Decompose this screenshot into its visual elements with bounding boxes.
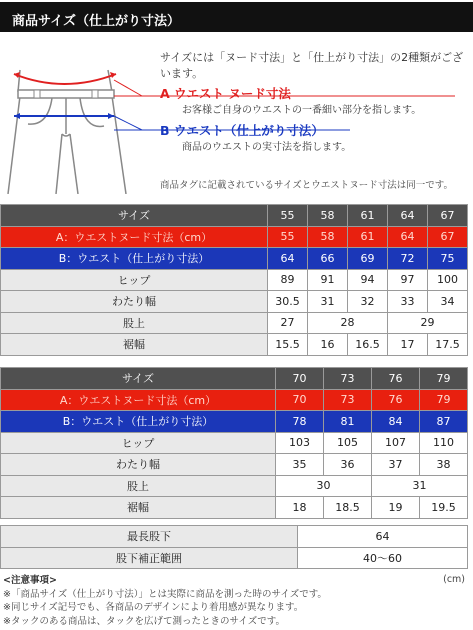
table-row bbox=[1, 312, 468, 334]
row-label: B：ウエスト（仕上がり寸法） bbox=[1, 411, 276, 433]
table-cell: 16.5 bbox=[348, 334, 388, 356]
table-cell: 18.5 bbox=[324, 497, 372, 519]
table-cell: 105 bbox=[324, 432, 372, 454]
table-cell: 94 bbox=[348, 269, 388, 291]
table-row bbox=[1, 269, 468, 291]
table-cell: 87 bbox=[420, 411, 468, 433]
table-row bbox=[1, 454, 468, 476]
page-title: 商品サイズ（仕上がり寸法） bbox=[0, 2, 473, 32]
note-line: ※同じサイズ記号でも、各商品のデザインにより着用感が異なります。 bbox=[3, 602, 304, 613]
table-cell: 72 bbox=[388, 248, 428, 270]
row-label: わたり幅 bbox=[1, 454, 276, 476]
row-label: 股上 bbox=[1, 475, 276, 497]
size-table-1 bbox=[0, 204, 468, 356]
table-cell: 34 bbox=[428, 291, 468, 313]
table-row bbox=[1, 547, 468, 569]
row-label: A：ウエストヌード寸法（cm） bbox=[1, 226, 268, 248]
table-cell: 29 bbox=[388, 312, 468, 334]
table-cell: 30.5 bbox=[268, 291, 308, 313]
table-cell: 64 bbox=[388, 205, 428, 227]
row-label: わたり幅 bbox=[1, 291, 268, 313]
table-cell: 16 bbox=[308, 334, 348, 356]
table-cell: 32 bbox=[348, 291, 388, 313]
table-cell: 107 bbox=[372, 432, 420, 454]
table-cell: 67 bbox=[428, 226, 468, 248]
size-intro-text: サイズには「ヌード寸法」と「仕上がり寸法」の2種類がございます。 bbox=[160, 51, 464, 80]
table-cell: 30 bbox=[276, 475, 372, 497]
row-label: 裾幅 bbox=[1, 334, 268, 356]
table-cell: 55 bbox=[268, 226, 308, 248]
table-row bbox=[1, 248, 468, 270]
table-cell: 19.5 bbox=[420, 497, 468, 519]
table-cell: 58 bbox=[308, 226, 348, 248]
tag-note: 商品タグに記載されているサイズとウエストヌード寸法は同一です。 bbox=[160, 180, 453, 191]
row-label: 裾幅 bbox=[1, 497, 276, 519]
row-label: 最長股下 bbox=[1, 526, 298, 548]
table-cell: 64 bbox=[298, 526, 468, 548]
row-label: ヒップ bbox=[1, 432, 276, 454]
table-cell: 81 bbox=[324, 411, 372, 433]
table-cell: 37 bbox=[372, 454, 420, 476]
table-cell: 76 bbox=[372, 389, 420, 411]
table-cell: 27 bbox=[268, 312, 308, 334]
table-row bbox=[1, 389, 468, 411]
table-row bbox=[1, 291, 468, 313]
table-cell: 35 bbox=[276, 454, 324, 476]
table-cell: 33 bbox=[388, 291, 428, 313]
table-cell: 73 bbox=[324, 389, 372, 411]
table-cell: 75 bbox=[428, 248, 468, 270]
table-cell: 28 bbox=[308, 312, 388, 334]
table-cell: 76 bbox=[372, 368, 420, 390]
table-cell: 15.5 bbox=[268, 334, 308, 356]
table-cell: 55 bbox=[268, 205, 308, 227]
table-cell: 64 bbox=[388, 226, 428, 248]
table-row bbox=[1, 497, 468, 519]
table-cell: 18 bbox=[276, 497, 324, 519]
row-label: サイズ bbox=[1, 205, 268, 227]
row-label: 股下補正範囲 bbox=[1, 547, 298, 569]
table-cell: 61 bbox=[348, 226, 388, 248]
table-row bbox=[1, 226, 468, 248]
table-row bbox=[1, 526, 468, 548]
row-label: サイズ bbox=[1, 368, 276, 390]
table-cell: 31 bbox=[372, 475, 468, 497]
table-cell: 31 bbox=[308, 291, 348, 313]
table-cell: 78 bbox=[276, 411, 324, 433]
waist-finished-desc: 商品のウエストの実寸法を指します。 bbox=[182, 142, 352, 153]
table-cell: 110 bbox=[420, 432, 468, 454]
table-cell: 61 bbox=[348, 205, 388, 227]
table-cell: 36 bbox=[324, 454, 372, 476]
waist-nude-desc: お客様ご自身のウエストの一番細い部分を指します。 bbox=[182, 105, 422, 116]
table-cell: 40〜60 bbox=[298, 547, 468, 569]
note-line: ※タックのある商品は、タックを広げて測ったときのサイズです。 bbox=[3, 615, 285, 627]
table-row bbox=[1, 205, 468, 227]
note-line: ※「商品サイズ（仕上がり寸法）」とは実際に商品を測った時のサイズです。 bbox=[3, 588, 327, 600]
table-cell: 58 bbox=[308, 205, 348, 227]
waist-nude-label: A ウエスト ヌード寸法 bbox=[160, 86, 291, 101]
notes-section bbox=[3, 574, 470, 628]
waist-finished-label: B ウエスト（仕上がり寸法） bbox=[160, 123, 324, 138]
table-cell: 89 bbox=[268, 269, 308, 291]
table-cell: 67 bbox=[428, 205, 468, 227]
row-label: B：ウエスト（仕上がり寸法） bbox=[1, 248, 268, 270]
inseam-table bbox=[0, 525, 468, 569]
row-label: 股上 bbox=[1, 312, 268, 334]
table-cell: 64 bbox=[268, 248, 308, 270]
table-row bbox=[1, 368, 468, 390]
table-cell: 17 bbox=[388, 334, 428, 356]
table-cell: 97 bbox=[388, 269, 428, 291]
table-cell: 103 bbox=[276, 432, 324, 454]
unit-label: (cm) bbox=[443, 574, 465, 585]
table-cell: 70 bbox=[276, 368, 324, 390]
table-cell: 91 bbox=[308, 269, 348, 291]
table-cell: 79 bbox=[420, 368, 468, 390]
table-cell: 17.5 bbox=[428, 334, 468, 356]
table-cell: 70 bbox=[276, 389, 324, 411]
notes-title: <注意事項> bbox=[3, 575, 57, 586]
table-cell: 38 bbox=[420, 454, 468, 476]
table-row bbox=[1, 432, 468, 454]
table-cell: 84 bbox=[372, 411, 420, 433]
table-cell: 69 bbox=[348, 248, 388, 270]
size-table-2 bbox=[0, 367, 468, 519]
table-row bbox=[1, 411, 468, 433]
row-label: A：ウエストヌード寸法（cm） bbox=[1, 389, 276, 411]
table-row bbox=[1, 334, 468, 356]
row-label: ヒップ bbox=[1, 269, 268, 291]
table-cell: 19 bbox=[372, 497, 420, 519]
table-cell: 100 bbox=[428, 269, 468, 291]
table-cell: 79 bbox=[420, 389, 468, 411]
table-row bbox=[1, 475, 468, 497]
table-cell: 66 bbox=[308, 248, 348, 270]
table-cell: 73 bbox=[324, 368, 372, 390]
